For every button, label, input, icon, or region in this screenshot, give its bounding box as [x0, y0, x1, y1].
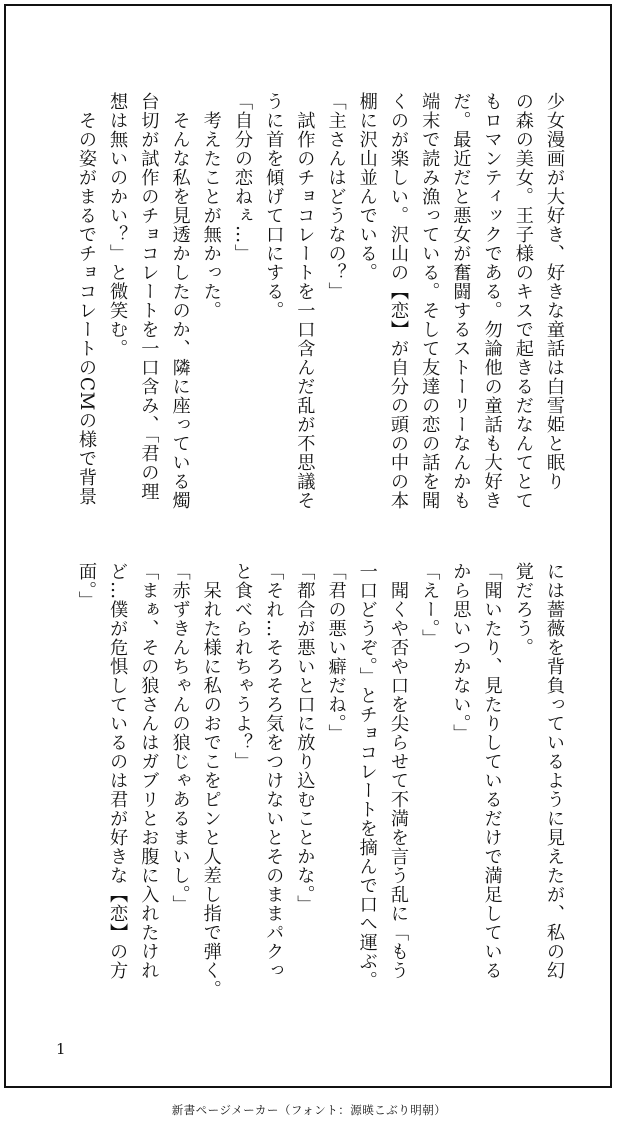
text-line: 端末で読み漁っている。そして友達の恋の話を聞	[419, 92, 441, 510]
text-line: 「君の悪い癖だね。」	[325, 562, 347, 743]
manuscript-page	[4, 4, 612, 1088]
text-line: の森の美女。王子様のキスで起きるだなんてとて	[512, 92, 534, 510]
text-line: 棚に沢山並んでいる。	[356, 92, 378, 282]
text-line: 台切が試作のチョコレートを一口含み、「君の理	[138, 92, 160, 501]
text-line: ど…僕が危惧しているのは君が好きな【恋】の方	[107, 562, 129, 980]
text-line: 「都合が悪いと口に放り込むことかな。」	[294, 562, 316, 914]
text-line: から思いつかない。」	[450, 562, 472, 743]
text-line: 「それ…そろそろ気をつけないとそのままパクっ	[263, 562, 285, 980]
text-line: 「えー。」	[419, 562, 441, 648]
text-line: 覚だろう。	[512, 562, 534, 657]
text-line: 一口どうぞ。」とチョコレートを摘んで口へ運ぶ。	[356, 562, 378, 990]
footer-credit: 新書ページメーカー（フォント：源暎こぶり明朝）	[171, 1103, 447, 1117]
text-line: 聞くや否や口を尖らせて不満を言う乱に「もう	[387, 562, 409, 980]
page-number: 1	[56, 1040, 66, 1058]
text-line: もロマンティックである。勿論他の童話も大好き	[481, 92, 503, 510]
text-block-top	[46, 92, 570, 532]
text-line: 考えたことが無かった。	[200, 92, 222, 320]
vertical-text-top	[46, 92, 570, 532]
text-line: 「赤ずきんちゃんの狼じゃあるまいし。」	[169, 562, 191, 914]
text-line: だ。最近だと悪女が奮闘するストーリーなんかも	[450, 92, 472, 510]
text-line: には薔薇を背負っているように見えたが、私の幻	[544, 562, 565, 980]
text-line: 「主さんはどうなの？」	[325, 92, 347, 301]
text-line: 「聞いたり、見たりしているだけで満足している	[481, 562, 503, 980]
text-line: 面。」	[75, 562, 97, 610]
text-line: 想は無いのかい？」と微笑む。	[107, 92, 129, 358]
text-line: 「まぁ、その狼さんはガブリとお腹に入れたけれ	[138, 562, 160, 980]
text-line: 「自分の恋ねぇ…」	[231, 92, 253, 263]
text-line: そんな私を見透かしたのか、隣に座っている燭	[169, 92, 191, 510]
text-line: その姿がまるでチョコレートのCMの様で背景	[75, 92, 97, 507]
text-line: くのが楽しい。沢山の【恋】が自分の頭の中の本	[387, 92, 409, 510]
text-line: 試作のチョコレートを一口含んだ乱が不思議そ	[294, 92, 316, 510]
text-line: 呆れた様に私のおでこをピンと人差し指で弾く。	[200, 562, 222, 999]
vertical-text-bottom	[46, 562, 570, 1012]
text-line: と食べられちゃうよ？」	[231, 562, 253, 771]
text-block-bottom	[46, 562, 570, 1012]
text-line: うに首を傾げて口にする。	[263, 92, 285, 320]
text-line: 少女漫画が大好き、好きな童話は白雪姫と眠り	[544, 92, 565, 491]
